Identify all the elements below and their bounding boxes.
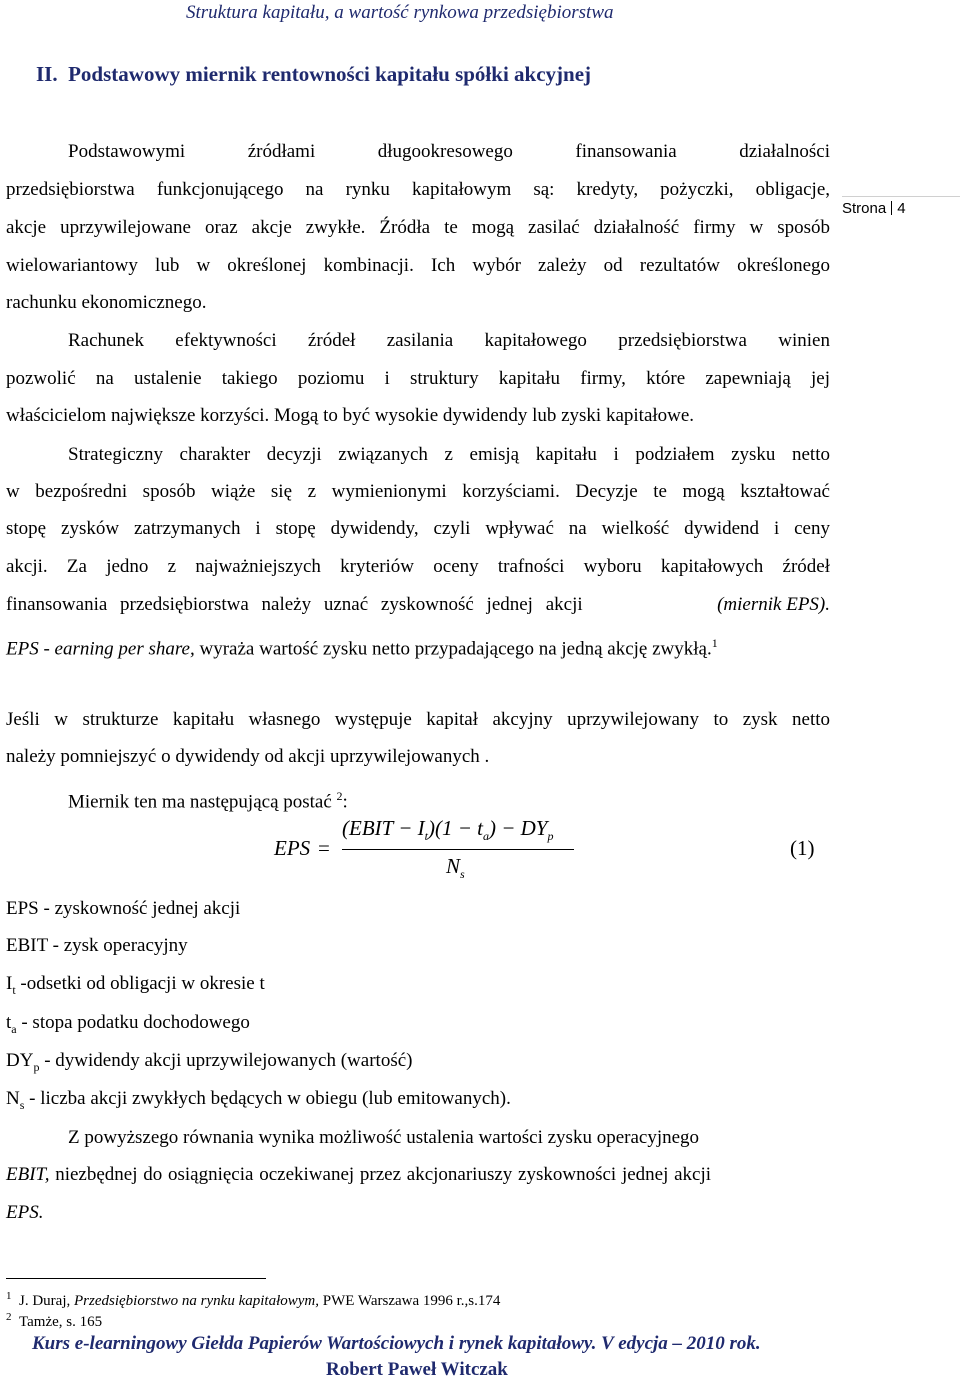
footnote-ref-2[interactable]: 2 — [336, 789, 343, 803]
definition-text: - dywidendy akcji uprzywilejowanych (wartość) — [39, 1050, 413, 1071]
paragraph-3-line-2: w bezpośredni sposób wiąże się z wymienionymi korzyściami. Decyzje te mogą kształtować — [6, 481, 830, 502]
fraction-bar — [342, 849, 574, 850]
equation-lhs: EPS — [274, 836, 311, 860]
definition-symbol: I — [6, 973, 13, 994]
definition-subscript: t — [12, 982, 16, 997]
footnote-2-marker: 2 — [6, 1311, 12, 1323]
footnote-1-book-title: Przedsiębiorstwo na rynku kapitałowym, — [74, 1293, 319, 1309]
definition-subscript: p — [33, 1059, 40, 1074]
definition-ta — [6, 1011, 250, 1041]
definition-subscript: a — [11, 1021, 17, 1036]
page-number-label — [842, 200, 906, 217]
ebit-term: EBIT, — [6, 1164, 50, 1185]
formula-intro-suffix: : — [342, 791, 348, 813]
formula-intro — [68, 784, 348, 814]
paragraph-3-line-1: Strategiczny charakter decyzji związanych z emisją kapitału i podziałem zysku netto — [68, 444, 830, 465]
definition-text: -odsetki od obligacji w okresie t — [15, 973, 265, 994]
numerator-part-1: (EBIT − I — [342, 816, 425, 840]
definition-ns — [6, 1087, 511, 1117]
denominator-sub-s: s — [460, 867, 465, 882]
definition-subscript: s — [19, 1097, 25, 1112]
definition-symbol: EPS — [6, 898, 39, 919]
eps-term: EPS. — [6, 1202, 44, 1223]
paragraph-5-line-2 — [6, 1163, 830, 1187]
page-number: 4 — [897, 200, 906, 217]
paragraph-3-line-5-text: finansowania przedsiębiorstwa należy uznać zyskowność jednej akcji — [6, 594, 583, 615]
footnote-ref-1[interactable]: 1 — [711, 636, 718, 650]
paragraph-3-line-3: stopę zysków zatrzymanych i stopę dywidendy, czyli wpływać na wielkość dywidend i ceny — [6, 518, 830, 539]
definition-symbol: DY — [6, 1050, 34, 1071]
definition-symbol: t — [6, 1012, 12, 1033]
page-label: Strona — [842, 200, 887, 217]
section-title: Podstawowy miernik rentowności kapitału spółki akcyjnej — [68, 62, 592, 86]
definition-text: - zyskowność jednej akcji — [38, 898, 241, 919]
definition-it — [6, 972, 265, 1002]
section-number: II. — [36, 62, 58, 86]
footnote-1-publisher: PWE Warszawa 1996 r.,s.174 — [318, 1293, 501, 1309]
section-heading — [36, 62, 591, 87]
numerator-sub-p: p — [547, 829, 554, 844]
paragraph-2-line-1: Rachunek efektywności źródeł zasilania kapitałowego przedsiębiorstwa winien — [68, 330, 830, 351]
eps-definition — [6, 631, 718, 661]
paragraph-2-line-3: właścicielom największe korzyści. Mogą to być wysokie dywidendy lub zyski kapitałowe. — [6, 405, 695, 426]
numerator-part-2: )(1 − t — [427, 816, 483, 840]
footnote-separator — [6, 1278, 266, 1279]
definition-text: - stopa podatku dochodowego — [16, 1012, 250, 1033]
paragraph-5-line-3 — [6, 1201, 43, 1225]
eps-reference: (miernik EPS). — [717, 594, 830, 615]
equation-numerator — [342, 816, 553, 844]
equation-denominator — [446, 854, 465, 882]
paragraph-1-line-1: Podstawowymi źródłami długookresowego finansowania działalności — [68, 141, 830, 162]
paragraph-1-line-3: akcje uprzywilejowane oraz akcje zwykłe. Źródła te mogą zasilać działalność firmy w sposób — [6, 217, 830, 238]
denominator-n: N — [446, 854, 461, 878]
definition-text: - zysk operacyjny — [47, 935, 188, 956]
paragraph-4-line-2: należy pomniejszyć o dywidendy od akcji uprzywilejowanych . — [6, 746, 490, 767]
eps-equation — [274, 812, 834, 882]
definition-text: - liczba akcji zwykłych będących w obiegu (lub emitowanych). — [24, 1088, 511, 1109]
numerator-part-3: ) − DY — [488, 816, 548, 840]
numerator-sub-a: a — [482, 829, 489, 844]
eps-definition-term: EPS - earning per share, — [6, 638, 195, 660]
paragraph-1-line-5: rachunku ekonomicznego. — [6, 292, 207, 313]
paragraph-1-line-4: wielowariantowy lub w określonej kombinacji. Ich wybór zależy od rezultatów określonego — [6, 255, 830, 276]
footnote-1-author: J. Duraj, — [19, 1293, 74, 1309]
footnote-1-marker: 1 — [6, 1290, 12, 1302]
footer-course: Kurs e-learningowy Giełda Papierów Wartościowych i rynek kapitałowy. V edycja – 2010 rok. — [32, 1333, 761, 1354]
formula-intro-text: Miernik ten ma następującą postać — [68, 791, 332, 813]
eps-definition-text: wyraża wartość zysku netto przypadającego na jedną akcję zwykłą. — [194, 638, 712, 660]
definition-dyp — [6, 1049, 412, 1079]
equation-number: (1) — [790, 836, 815, 860]
footnote-1 — [6, 1290, 500, 1310]
paragraph-4-line-1: Jeśli w strukturze kapitału własnego występuje kapitał akcyjny uprzywilejowany to zysk netto — [6, 709, 830, 730]
definition-ebit — [6, 934, 188, 958]
paragraph-5-line-1: Z powyższego równania wynika możliwość ustalenia wartości zysku operacyjnego — [68, 1127, 700, 1148]
definition-symbol: N — [6, 1088, 20, 1109]
paragraph-3-line-5 — [6, 593, 830, 617]
definition-eps — [6, 897, 240, 921]
page-separator — [891, 201, 892, 215]
numerator-sub-t: t — [424, 829, 428, 844]
paragraph-1-line-2: przedsiębiorstwa funkcjonującego na rynku kapitałowym są: kredyty, pożyczki, obligacje, — [6, 179, 830, 200]
footer-author: Robert Paweł Witczak — [326, 1359, 508, 1380]
margin-rule — [842, 196, 960, 197]
definition-symbol: EBIT — [6, 935, 48, 956]
paragraph-2-line-2: pozwolić na ustalenie takiego poziomu i struktury kapitału firmy, które zapewniają jej — [6, 368, 830, 389]
page-header-title: Struktura kapitału, a wartość rynkowa przedsiębiorstwa — [186, 2, 614, 23]
paragraph-5-line-2-text: niezbędnej do osiągnięcia oczekiwanej przez akcjonariuszy zyskowności jednej akcji — [49, 1164, 712, 1185]
paragraph-3-line-4: akcji. Za jedno z najważniejszych kryteriów oceny trafności wyboru kapitałowych źródeł — [6, 556, 830, 577]
footnote-2 — [6, 1311, 102, 1331]
footnote-2-text: Tamże, s. 165 — [19, 1314, 103, 1330]
equation-equals: = — [318, 836, 330, 860]
